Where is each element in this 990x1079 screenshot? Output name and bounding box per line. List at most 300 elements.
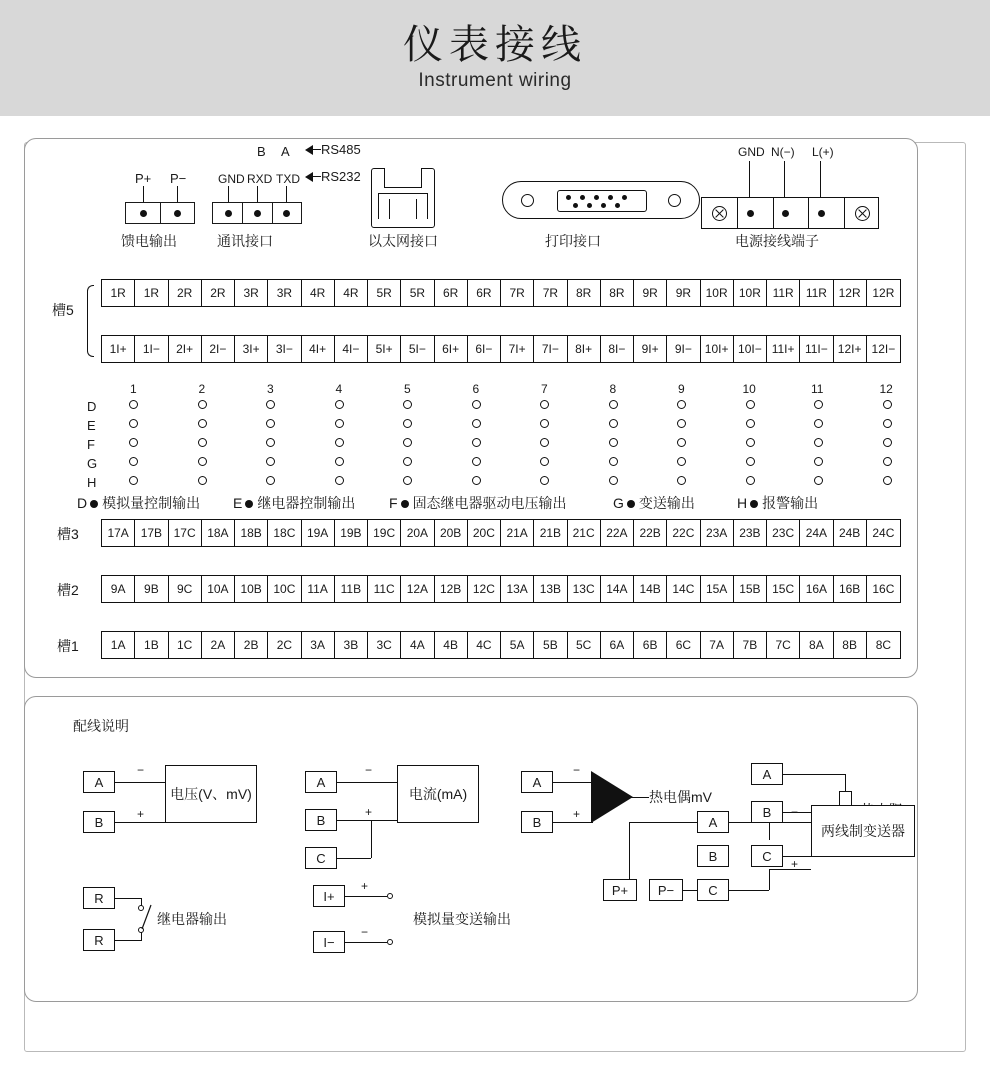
- legend-g: [613, 496, 695, 510]
- matrix-terminal-H9[interactable]: [677, 476, 686, 485]
- matrix-column-header: 10: [742, 382, 756, 396]
- matrix-terminal-E9[interactable]: [677, 419, 686, 428]
- matrix-terminal-F6[interactable]: [472, 438, 481, 447]
- comm-label-rxd: RXD: [247, 172, 273, 186]
- slot5-i-cell[interactable]: 11I−: [800, 336, 833, 362]
- slot5-r-cell[interactable]: 2R: [202, 280, 235, 306]
- thermocouple-sign-plus: +: [573, 807, 581, 821]
- legend-h-bullet-icon: [750, 500, 758, 508]
- matrix-terminal-E1[interactable]: [129, 419, 138, 428]
- legend-e-text: 继电器控制输出: [257, 495, 356, 511]
- twowire-wire-a-to-box: [769, 822, 811, 823]
- rtd-terminal-c[interactable]: C: [751, 845, 783, 867]
- current-sign-minus: −: [365, 763, 373, 777]
- slot5-i-cell[interactable]: 8I+: [568, 336, 601, 362]
- slot5-i-cell[interactable]: 10I−: [734, 336, 767, 362]
- slot2-cell[interactable]: 9B: [135, 576, 168, 602]
- power-terminal-block[interactable]: [701, 197, 879, 229]
- slot5-i-cell[interactable]: 7I−: [534, 336, 567, 362]
- power-caption: 电源接线端子: [735, 233, 819, 249]
- slot3-cell[interactable]: 21C: [568, 520, 601, 546]
- twowire-wire-c-right: [729, 890, 769, 891]
- matrix-terminal-D2[interactable]: [198, 400, 207, 409]
- slot2-cell[interactable]: 9A: [102, 576, 135, 602]
- rtd-terminal-b[interactable]: B: [751, 801, 783, 823]
- voltage-terminal-b[interactable]: B: [83, 811, 115, 833]
- slot2-cell[interactable]: 11A: [302, 576, 335, 602]
- matrix-terminal-F12[interactable]: [883, 438, 892, 447]
- voltage-wire-top: [115, 782, 165, 783]
- matrix-terminal-H12[interactable]: [883, 476, 892, 485]
- matrix-terminal-H7[interactable]: [540, 476, 549, 485]
- slot5-i-cell[interactable]: 4I+: [302, 336, 335, 362]
- slot5-r-cell[interactable]: 9R: [634, 280, 667, 306]
- matrix-terminal-H6[interactable]: [472, 476, 481, 485]
- slot5-r-cell[interactable]: 7R: [501, 280, 534, 306]
- slot5-r-cell[interactable]: 3R: [235, 280, 268, 306]
- slot5-i-cell[interactable]: 4I−: [335, 336, 368, 362]
- twowire-terminal-a[interactable]: A: [697, 811, 729, 833]
- slot1-cell[interactable]: 8C: [875, 638, 892, 652]
- slot1-cell[interactable]: 2A: [202, 632, 235, 658]
- matrix-terminal-E6[interactable]: [472, 419, 481, 428]
- matrix-terminal-F7[interactable]: [540, 438, 549, 447]
- page-title-en: Instrument wiring: [418, 70, 572, 91]
- slot3-cell[interactable]: 24A: [800, 520, 833, 546]
- slot5-r-cell[interactable]: 10R: [734, 280, 767, 306]
- rs232-arrow-line: [311, 176, 321, 177]
- comm-label-txd: TXD: [276, 172, 300, 186]
- slot3-cell[interactable]: 19A: [302, 520, 335, 546]
- voltage-terminal-a[interactable]: A: [83, 771, 115, 793]
- matrix-terminal-F1[interactable]: [129, 438, 138, 447]
- voltage-sign-plus: +: [137, 807, 145, 821]
- slot1-cell[interactable]: 3A: [302, 632, 335, 658]
- slot2-cell[interactable]: 13B: [534, 576, 567, 602]
- slot5-i-cell[interactable]: 9I+: [634, 336, 667, 362]
- slot1-cell[interactable]: 7A: [701, 632, 734, 658]
- comm-caption: 通讯接口: [217, 233, 273, 249]
- slot1-cell[interactable]: 8B: [834, 632, 867, 658]
- matrix-terminal-G8[interactable]: [609, 457, 618, 466]
- legend-f-key: F: [389, 495, 398, 511]
- slot1-cell[interactable]: 3B: [335, 632, 368, 658]
- legend-f-bullet-icon: [401, 500, 409, 508]
- slot5-r-cell[interactable]: 2R: [169, 280, 202, 306]
- slot2-cell[interactable]: 11B: [335, 576, 368, 602]
- matrix-terminal-E10[interactable]: [746, 419, 755, 428]
- matrix-terminal-F9[interactable]: [677, 438, 686, 447]
- rs485-label-b: B: [257, 144, 266, 159]
- slot5-i-cell[interactable]: 1I+: [102, 336, 135, 362]
- matrix-row-header: H: [87, 475, 97, 490]
- matrix-column-header: 9: [678, 382, 685, 396]
- slot5-r-cell[interactable]: 3R: [268, 280, 301, 306]
- slot1-cell[interactable]: 5A: [501, 632, 534, 658]
- slot1-cell[interactable]: 6A: [601, 632, 634, 658]
- current-sign-plus: +: [365, 805, 373, 819]
- slot1-cell[interactable]: 1C: [169, 632, 202, 658]
- slot3-cell[interactable]: 21A: [501, 520, 534, 546]
- matrix-column-header: 11: [811, 382, 824, 396]
- legend-e-bullet-icon: [245, 500, 253, 508]
- rs485-label-a: A: [281, 144, 290, 159]
- matrix-terminal-H5[interactable]: [403, 476, 412, 485]
- feed-terminal-block[interactable]: [125, 202, 195, 224]
- slot1-cell[interactable]: 4C: [468, 632, 501, 658]
- current-wire-c: [337, 858, 371, 859]
- matrix-terminal-D1[interactable]: [129, 400, 138, 409]
- matrix-terminal-E5[interactable]: [403, 419, 412, 428]
- slot3-cell[interactable]: 18A: [202, 520, 235, 546]
- matrix-terminal-F4[interactable]: [335, 438, 344, 447]
- twowire-sign-minus: −: [791, 805, 799, 819]
- voltage-box-label: 电压(V、mV): [165, 765, 257, 823]
- twowire-sign-plus: +: [791, 857, 799, 871]
- matrix-terminal-H10[interactable]: [746, 476, 755, 485]
- slot5-r-cell[interactable]: 7R: [534, 280, 567, 306]
- slot5-i-cell[interactable]: 12I−: [871, 342, 896, 356]
- slot5-i-cell[interactable]: 3I−: [268, 336, 301, 362]
- slot5-row-r[interactable]: [101, 279, 901, 307]
- slot2-cell[interactable]: 16C: [872, 582, 895, 596]
- slot3-cell[interactable]: 24C: [872, 526, 895, 540]
- legend-f: [389, 496, 567, 510]
- thermocouple-wire-top: [553, 782, 593, 783]
- matrix-terminal-D12[interactable]: [883, 400, 892, 409]
- slot1-cell[interactable]: 7C: [767, 632, 800, 658]
- matrix-terminal-G12[interactable]: [883, 457, 892, 466]
- slot2-strip[interactable]: [101, 575, 901, 603]
- slot3-cell[interactable]: 22A: [601, 520, 634, 546]
- matrix-terminal-D8[interactable]: [609, 400, 618, 409]
- slot1-cell[interactable]: 3C: [368, 632, 401, 658]
- page-title-cn: 仪表接线: [403, 23, 587, 67]
- current-wire-cb-v: [371, 820, 372, 858]
- relay-wire-bottom: [115, 940, 141, 941]
- matrix-terminal-G3[interactable]: [266, 457, 275, 466]
- rs485-arrow-line: [311, 149, 321, 150]
- matrix-terminal-H3[interactable]: [266, 476, 275, 485]
- slot2-cell[interactable]: 13A: [501, 576, 534, 602]
- slot5-i-cell[interactable]: 6I+: [435, 336, 468, 362]
- thermocouple-terminal-a[interactable]: A: [521, 771, 553, 793]
- matrix-terminal-G11[interactable]: [814, 457, 823, 466]
- slot1-cell[interactable]: 5B: [534, 632, 567, 658]
- slot3-cell[interactable]: 19C: [368, 520, 401, 546]
- matrix-terminal-E2[interactable]: [198, 419, 207, 428]
- slot3-cell[interactable]: 18C: [268, 520, 301, 546]
- matrix-row-header: G: [87, 456, 98, 471]
- matrix-terminal-D10[interactable]: [746, 400, 755, 409]
- matrix-terminal-F5[interactable]: [403, 438, 412, 447]
- slot5-r-cell[interactable]: 1R: [135, 280, 168, 306]
- matrix-terminal-E8[interactable]: [609, 419, 618, 428]
- matrix-terminal-G2[interactable]: [198, 457, 207, 466]
- matrix-terminal-G6[interactable]: [472, 457, 481, 466]
- slot2-cell[interactable]: 14C: [667, 576, 700, 602]
- analog-wire-bottom: [345, 942, 387, 943]
- slot5-r-cell[interactable]: 6R: [435, 280, 468, 306]
- matrix-terminal-G9[interactable]: [677, 457, 686, 466]
- analog-label: 模拟量变送输出: [413, 911, 511, 927]
- wiring-instructions-panel: [24, 696, 918, 1002]
- slot5-r-cell[interactable]: 4R: [335, 280, 368, 306]
- matrix-terminal-F2[interactable]: [198, 438, 207, 447]
- matrix-terminal-H2[interactable]: [198, 476, 207, 485]
- slot2-cell[interactable]: 16A: [800, 576, 833, 602]
- slot5-r-cell[interactable]: 10R: [701, 280, 734, 306]
- voltage-sign-minus: −: [137, 763, 145, 777]
- matrix-terminal-F8[interactable]: [609, 438, 618, 447]
- slot2-cell[interactable]: 10A: [202, 576, 235, 602]
- matrix-terminal-E12[interactable]: [883, 419, 892, 428]
- slot3-cell[interactable]: 24B: [834, 520, 867, 546]
- ethernet-caption: 以太网接口: [368, 233, 438, 249]
- relay-terminal-r1[interactable]: R: [83, 887, 115, 909]
- thermocouple-terminal-b[interactable]: B: [521, 811, 553, 833]
- matrix-terminal-D4[interactable]: [335, 400, 344, 409]
- slot3-cell[interactable]: 22C: [667, 520, 700, 546]
- slot3-cell[interactable]: 17B: [135, 520, 168, 546]
- relay-label: 继电器输出: [157, 911, 227, 927]
- matrix-terminal-E7[interactable]: [540, 419, 549, 428]
- slot3-cell[interactable]: 18B: [235, 520, 268, 546]
- slot2-cell[interactable]: 15B: [734, 576, 767, 602]
- slot3-cell[interactable]: 22B: [634, 520, 667, 546]
- slot1-cell[interactable]: 5C: [568, 632, 601, 658]
- slot5-i-cell[interactable]: 11I+: [767, 336, 800, 362]
- slot5-row-i[interactable]: [101, 335, 901, 363]
- legend-d: [77, 496, 200, 510]
- slot3-cell[interactable]: 17C: [169, 520, 202, 546]
- ethernet-jack-icon[interactable]: [371, 168, 435, 228]
- slot5-i-cell[interactable]: 12I+: [834, 336, 867, 362]
- slot3-cell[interactable]: 21B: [534, 520, 567, 546]
- slot5-r-cell[interactable]: 11R: [767, 280, 800, 306]
- rs232-arrow-icon: [305, 172, 313, 182]
- rtd-terminal-a[interactable]: A: [751, 763, 783, 785]
- slot1-cell[interactable]: 6B: [634, 632, 667, 658]
- analog-node-top-icon: [387, 893, 393, 899]
- slot1-strip[interactable]: [101, 631, 901, 659]
- slot3-cell[interactable]: 17A: [102, 520, 135, 546]
- slot1-cell[interactable]: 1A: [102, 632, 135, 658]
- twowire-wire-pplus-v: [629, 822, 630, 879]
- page-header: [0, 0, 990, 116]
- legend-d-text: 模拟量控制输出: [102, 495, 201, 511]
- slot5-i-cell[interactable]: 5I−: [401, 336, 434, 362]
- twowire-terminal-pminus[interactable]: P−: [649, 879, 683, 901]
- relay-wire-top: [115, 898, 141, 899]
- matrix-terminal-G4[interactable]: [335, 457, 344, 466]
- legend-e-key: E: [233, 495, 243, 511]
- slot2-cell[interactable]: 14B: [634, 576, 667, 602]
- current-terminal-c[interactable]: C: [305, 847, 337, 869]
- feed-label-pplus: P+: [135, 171, 152, 186]
- slot5-i-cell[interactable]: 7I+: [501, 336, 534, 362]
- current-terminal-b[interactable]: B: [305, 809, 337, 831]
- slot5-i-cell[interactable]: 5I+: [368, 336, 401, 362]
- slot1-cell[interactable]: 4B: [435, 632, 468, 658]
- slot5-label: 槽5: [52, 302, 74, 318]
- relay-switch-icon: [135, 903, 157, 933]
- current-box-label: 电流(mA): [397, 765, 479, 823]
- power-label-l: L(+): [812, 145, 834, 159]
- matrix-terminal-H11[interactable]: [814, 476, 823, 485]
- slot5-r-cell[interactable]: 12R: [834, 280, 867, 306]
- slot2-cell[interactable]: 15A: [701, 576, 734, 602]
- slot2-cell[interactable]: 10C: [268, 576, 301, 602]
- slot5-i-cell[interactable]: 9I−: [667, 336, 700, 362]
- matrix-column-header: 4: [335, 382, 343, 396]
- slot5-r-cell[interactable]: 11R: [800, 280, 833, 306]
- feed-caption: 馈电输出: [121, 233, 177, 249]
- slot3-cell[interactable]: 23A: [701, 520, 734, 546]
- slot5-r-cell[interactable]: 12R: [872, 286, 895, 300]
- matrix-terminal-D5[interactable]: [403, 400, 412, 409]
- matrix-column-header: 7: [541, 382, 548, 396]
- matrix-terminal-F11[interactable]: [814, 438, 823, 447]
- slot2-cell[interactable]: 10B: [235, 576, 268, 602]
- slot5-r-cell[interactable]: 5R: [368, 280, 401, 306]
- slot5-i-cell[interactable]: 10I+: [701, 336, 734, 362]
- slot1-cell[interactable]: 7B: [734, 632, 767, 658]
- slot5-i-cell[interactable]: 6I−: [468, 336, 501, 362]
- slot5-r-cell[interactable]: 8R: [568, 280, 601, 306]
- rtd-wire-a: [783, 774, 845, 775]
- rs485-tag: RS485: [321, 142, 361, 157]
- slot5-brace: [87, 285, 94, 357]
- twowire-terminal-b[interactable]: B: [697, 845, 729, 867]
- matrix-terminal-E3[interactable]: [266, 419, 275, 428]
- legend-h-key: H: [737, 495, 748, 511]
- twowire-wire-pplus-h: [629, 822, 697, 823]
- slot5-r-cell[interactable]: 8R: [601, 280, 634, 306]
- matrix-column-header: 3: [267, 382, 274, 396]
- slot5-r-cell[interactable]: 5R: [401, 280, 434, 306]
- slot5-i-cell[interactable]: 8I−: [601, 336, 634, 362]
- slot3-cell[interactable]: 20A: [401, 520, 434, 546]
- printer-caption: 打印接口: [545, 233, 601, 249]
- slot2-cell[interactable]: 12A: [401, 576, 434, 602]
- rs232-tag: RS232: [321, 169, 361, 184]
- comm-terminal-block[interactable]: [212, 202, 302, 224]
- slot5-r-cell[interactable]: 4R: [302, 280, 335, 306]
- slot2-cell[interactable]: 12B: [435, 576, 468, 602]
- thermocouple-label: 热电偶mV: [649, 789, 712, 805]
- slot1-cell[interactable]: 2C: [268, 632, 301, 658]
- matrix-terminal-D6[interactable]: [472, 400, 481, 409]
- current-wire-b: [337, 820, 397, 821]
- page-body: [0, 116, 990, 1079]
- matrix-column-header: 12: [879, 382, 893, 396]
- matrix-terminal-G7[interactable]: [540, 457, 549, 466]
- twowire-terminal-c[interactable]: C: [697, 879, 729, 901]
- twowire-terminal-pplus[interactable]: P+: [603, 879, 637, 901]
- slot3-cell[interactable]: 23B: [734, 520, 767, 546]
- analog-terminal-iminus[interactable]: I−: [313, 931, 345, 953]
- legend-e: [233, 496, 355, 510]
- matrix-terminal-E4[interactable]: [335, 419, 344, 428]
- comm-label-gnd: GND: [218, 172, 245, 186]
- slot3-cell[interactable]: 20B: [435, 520, 468, 546]
- slot2-cell[interactable]: 9C: [169, 576, 202, 602]
- matrix-terminal-D9[interactable]: [677, 400, 686, 409]
- matrix-row-header: F: [87, 437, 95, 452]
- slot3-cell[interactable]: 20C: [468, 520, 501, 546]
- slot3-label: 槽3: [57, 526, 79, 542]
- terminal-panel: [24, 138, 918, 678]
- slot1-cell[interactable]: 8A: [800, 632, 833, 658]
- slot1-label: 槽1: [57, 638, 79, 654]
- matrix-row-header: E: [87, 418, 96, 433]
- matrix-terminal-H1[interactable]: [129, 476, 138, 485]
- matrix-terminal-E11[interactable]: [814, 419, 823, 428]
- current-terminal-a[interactable]: A: [305, 771, 337, 793]
- twowire-wire-c-to-box: [769, 869, 811, 870]
- matrix-column-header: 6: [472, 382, 480, 396]
- slot1-cell[interactable]: 1B: [135, 632, 168, 658]
- thermocouple-wire-bottom: [553, 822, 593, 823]
- matrix-column-header: 5: [404, 382, 411, 396]
- matrix-terminal-G5[interactable]: [403, 457, 412, 466]
- rs485-arrow-icon: [305, 145, 313, 155]
- slot2-label: 槽2: [57, 582, 79, 598]
- matrix-terminal-D7[interactable]: [540, 400, 549, 409]
- current-wire-a: [337, 782, 397, 783]
- slot2-cell[interactable]: 15C: [767, 576, 800, 602]
- matrix-terminal-F3[interactable]: [266, 438, 275, 447]
- slot2-cell[interactable]: 12C: [468, 576, 501, 602]
- analog-terminal-iplus[interactable]: I+: [313, 885, 345, 907]
- slot5-r-cell[interactable]: 6R: [468, 280, 501, 306]
- slot2-cell[interactable]: 16B: [834, 576, 867, 602]
- matrix-terminal-H8[interactable]: [609, 476, 618, 485]
- legend-d-bullet-icon: [90, 500, 98, 508]
- slot3-cell[interactable]: 23C: [767, 520, 800, 546]
- matrix-terminal-H4[interactable]: [335, 476, 344, 485]
- matrix-terminal-D3[interactable]: [266, 400, 275, 409]
- slot1-cell[interactable]: 6C: [667, 632, 700, 658]
- analog-wire-top: [345, 896, 387, 897]
- matrix-terminal-F10[interactable]: [746, 438, 755, 447]
- slot5-i-cell[interactable]: 2I+: [169, 336, 202, 362]
- slot3-strip[interactable]: [101, 519, 901, 547]
- slot5-r-cell[interactable]: 9R: [667, 280, 700, 306]
- slot3-cell[interactable]: 19B: [335, 520, 368, 546]
- slot2-cell[interactable]: 14A: [601, 576, 634, 602]
- slot2-cell[interactable]: 13C: [568, 576, 601, 602]
- slot5-i-cell[interactable]: 2I−: [202, 336, 235, 362]
- matrix-terminal-G1[interactable]: [129, 457, 138, 466]
- matrix-terminal-D11[interactable]: [814, 400, 823, 409]
- matrix-terminal-G10[interactable]: [746, 457, 755, 466]
- power-label-n: N(−): [771, 145, 795, 159]
- legend-d-key: D: [77, 495, 88, 511]
- slot5-i-cell[interactable]: 1I−: [135, 336, 168, 362]
- wiring-title: 配线说明: [73, 718, 129, 734]
- slot2-cell[interactable]: 11C: [368, 576, 401, 602]
- slot1-cell[interactable]: 2B: [235, 632, 268, 658]
- printer-port-icon[interactable]: [502, 181, 700, 219]
- slot1-cell[interactable]: 4A: [401, 632, 434, 658]
- slot5-r-cell[interactable]: 1R: [102, 280, 135, 306]
- matrix-column-header: 8: [609, 382, 617, 396]
- relay-terminal-r2[interactable]: R: [83, 929, 115, 951]
- slot5-i-cell[interactable]: 3I+: [235, 336, 268, 362]
- thermocouple-wire-out: [631, 797, 649, 798]
